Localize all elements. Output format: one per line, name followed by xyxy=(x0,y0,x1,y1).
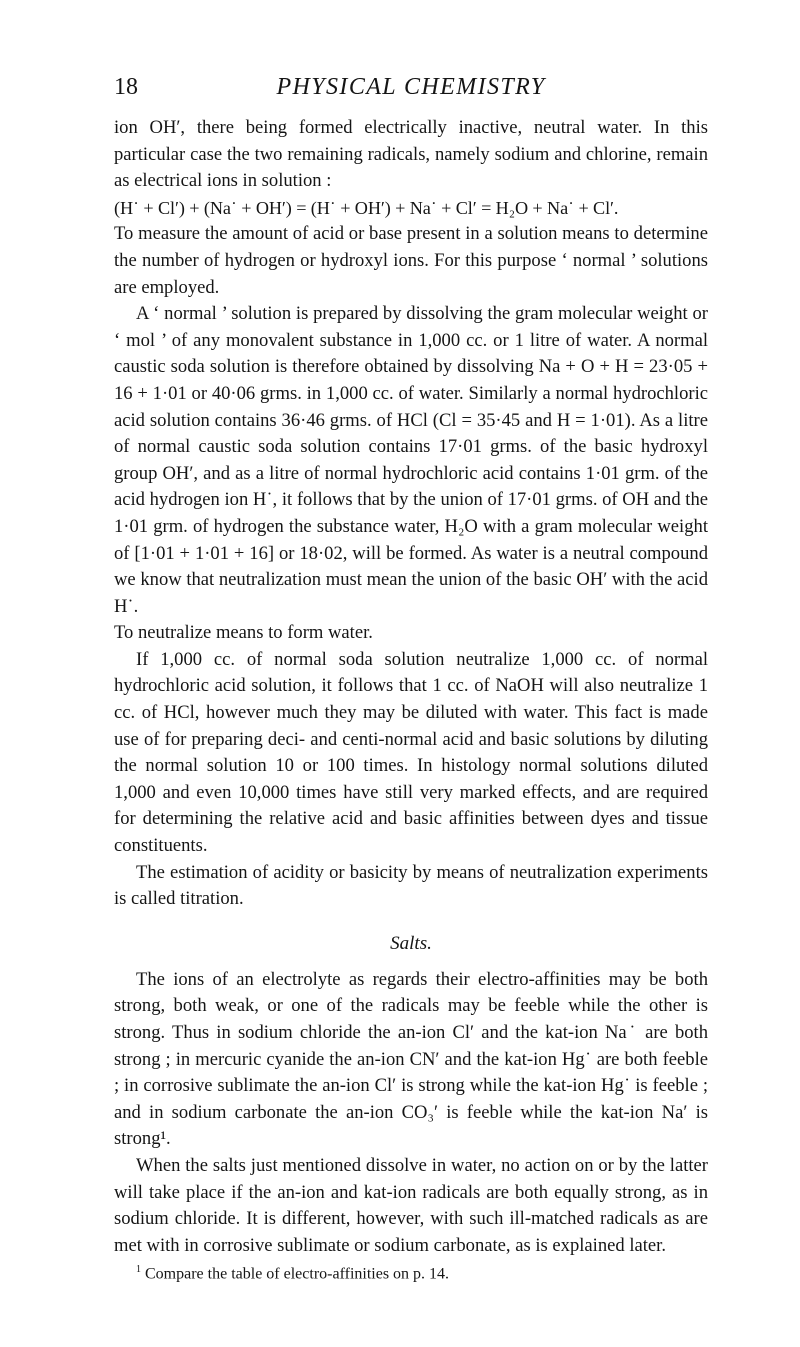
running-title: PHYSICAL CHEMISTRY xyxy=(276,74,546,100)
body-text xyxy=(114,115,708,1286)
paragraph-electro-affinities: The ions of an electrolyte as regards their electro-affinities may be both strong, both weak, or one of the radicals may be feeble while the other is strong. Thus in sodium chloride the an-ion Cl′ and the kat-ion Na˙ are both strong ; in mercuric cyanide the an-ion CN′ and the kat-ion Hg˙ are both feeble ; in corrosive sublimate the an-ion Cl′ is strong while the kat-ion Hg˙ is feeble ; and in sodium carbonate the an-ion CO₃′ is feeble while the kat-ion Na′ is strong¹. xyxy=(114,968,708,1150)
paragraph-continuation: ion OH′, there being formed electrically inactive, neutral water. In this particular case the two remaining radicals, namely sodium and chlorine, remain as electrical ions in solution : xyxy=(114,117,708,192)
paragraph-measure-acid-base: To measure the amount of acid or base present in a solution means to determine the number of hydrogen or hydroxyl ions. For this purpose ‘ normal ’ solutions are employed. xyxy=(114,223,708,298)
paragraph-neutralize-definition: To neutralize means to form water. xyxy=(114,622,373,644)
paragraph-salts-dissolve: When the salts just mentioned dissolve in water, no action on or by the latter will take place if the an-ion and kat-ion radicals are both equally strong, as in sodium chloride. It is different, however, with such ill-matched radicals as are met with in corrosive sublimate or sodium carbonate, as is explained later. xyxy=(114,1154,708,1256)
paragraph-titration: The estimation of acidity or basicity by means of neutralization experiments is called titration. xyxy=(114,861,708,910)
footnote-mark: 1 xyxy=(136,1264,141,1276)
paragraph-normal-solution: A ‘ normal ’ solution is prepared by dissolving the gram molecular weight or ‘ mol ’ of any monovalent substance in 1,000 cc. or 1 litre of water. A normal caustic soda solution is therefore obtained by dissolving Na + O + H = 23·05 + 16 + 1·01 or 40·06 grms. in 1,000 cc. of water. Similarly a normal hydrochloric acid solution contains 36·46 grms. of HCl (Cl = 35·45 and H = 1·01). As a litre of normal caustic soda solution contains 17·01 grms. of the basic hydroxyl group OH′, and as a litre of normal hydrochloric acid contains 1·01 grm. of the acid hydrogen ion H˙, it follows that by the union of 17·01 grms. of OH and the 1·01 grm. of hydrogen the substance water, H₂O with a gram molecular weight of [1·01 + 1·01 + 16] or 18·02, will be formed. As water is a neutral compound we know that neutralization must mean the union of the basic OH′ with the acid H˙. xyxy=(114,303,708,617)
footnote-text: Compare the table of electro-affinities on p. 14. xyxy=(145,1265,450,1283)
paragraph-dilution: If 1,000 cc. of normal soda solution neutralize 1,000 cc. of normal hydrochloric acid solution, it follows that 1 cc. of NaOH will also neutralize 1 cc. of HCl, however much they may be diluted with water. This fact is made use of for preparing deci- and centi-normal acid and basic solutions by diluting the normal solution 10 or 100 times. In histology normal solutions diluted 1,000 and even 10,000 times have still very marked effects, and are required for determining the relative acid and basic affinities between dyes and tissue constituents. xyxy=(114,648,708,857)
footnote xyxy=(114,1259,708,1285)
page-header xyxy=(114,72,708,106)
neutralization-equation: (H˙ + Cl′) + (Na˙ + OH′) = (H˙ + OH′) + Na˙ + Cl′ = H₂O + Na˙ + Cl′. xyxy=(114,197,619,218)
page-number: 18 xyxy=(114,74,138,100)
section-heading-salts: Salts. xyxy=(390,932,432,954)
